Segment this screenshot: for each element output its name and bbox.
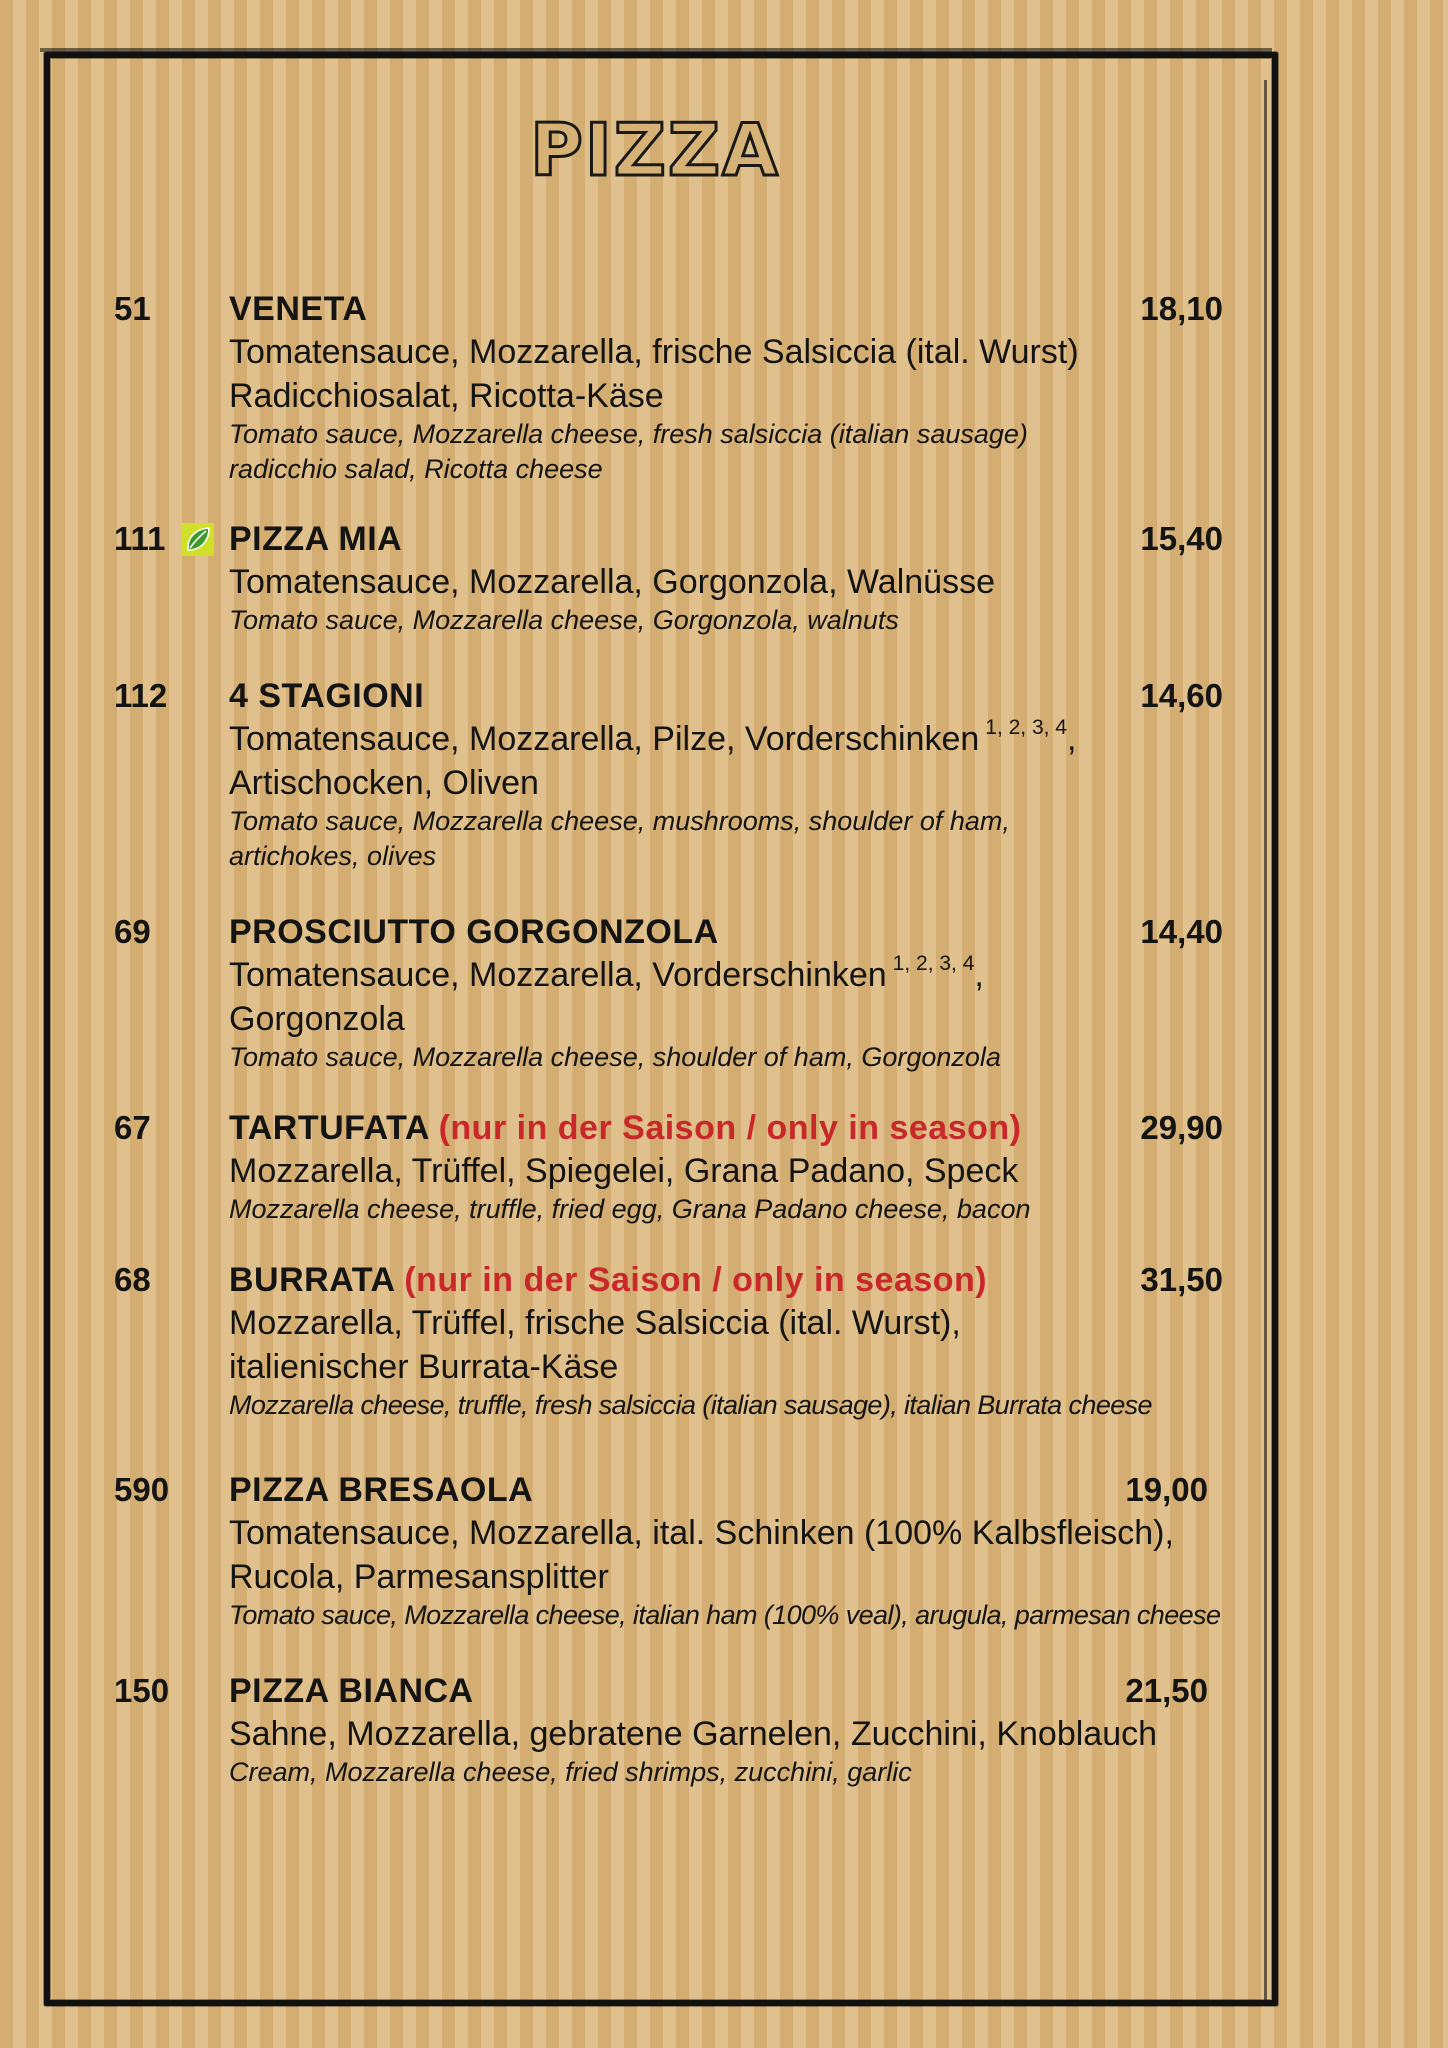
season-note: (nur in der Saison / only in season) — [404, 1261, 988, 1299]
item-description-de: italienischer Burrata-Käse — [229, 1348, 619, 1386]
item-name: VENETA — [229, 290, 368, 328]
item-name: PIZZA MIA — [229, 520, 403, 558]
item-description-en: radicchio salad, Ricotta cheese — [229, 454, 603, 484]
item-description-en: Tomato sauce, Mozzarella cheese, shoulder of ham, Gorgonzola — [229, 1042, 1001, 1072]
item-description-en: Tomato sauce, Mozzarella cheese, mushrooms, shoulder of ham, — [229, 806, 1010, 836]
item-price: 14,40 — [1140, 913, 1223, 950]
item-name: BURRATA (nur in der Saison / only in season) — [229, 1261, 988, 1299]
item-description-de: Tomatensauce, Mozzarella, Gorgonzola, Walnüsse — [229, 563, 995, 601]
item-description-en: Tomato sauce, Mozzarella cheese, Gorgonzola, walnuts — [229, 605, 899, 635]
item-name: PIZZA BRESAOLA — [229, 1471, 534, 1509]
item-number: 68 — [114, 1261, 151, 1298]
item-number: 111 — [114, 520, 166, 557]
item-description-de: Tomatensauce, Mozzarella, frische Salsiccia (ital. Wurst) — [229, 333, 1079, 371]
item-number: 69 — [114, 913, 151, 950]
item-description-de: Sahne, Mozzarella, gebratene Garnelen, Zucchini, Knoblauch — [229, 1715, 1158, 1753]
page-title: PIZZA — [530, 108, 780, 192]
item-description-en: Cream, Mozzarella cheese, fried shrimps, zucchini, garlic — [229, 1757, 912, 1787]
item-description-de: Tomatensauce, Mozzarella, ital. Schinken (100% Kalbsfleisch), — [229, 1514, 1174, 1552]
item-name: TARTUFATA (nur in der Saison / only in season) — [229, 1109, 1022, 1147]
item-description-de: Artischocken, Oliven — [229, 764, 539, 802]
item-name: PROSCIUTTO GORGONZOLA — [229, 913, 719, 951]
item-price: 31,50 — [1140, 1261, 1223, 1298]
item-name: 4 STAGIONI — [229, 677, 425, 715]
item-description-de: Mozzarella, Trüffel, Spiegelei, Grana Padano, Speck — [229, 1152, 1019, 1190]
frame-border-right — [1264, 80, 1267, 2000]
vegetarian-leaf-icon — [181, 523, 214, 556]
allergen-footnote: 1, 2, 3, 4 — [985, 716, 1067, 739]
item-description-de: Radicchiosalat, Ricotta-Käse — [229, 377, 664, 415]
item-price: 15,40 — [1140, 520, 1223, 557]
item-description-de: Tomatensauce, Mozzarella, Vorderschinken $^{1, 2, 3, 4}$, — [229, 952, 984, 994]
item-description-en: Mozzarella cheese, truffle, fried egg, Grana Padano cheese, bacon — [229, 1194, 1031, 1224]
item-number: 590 — [114, 1471, 170, 1508]
item-description-en: artichokes, olives — [229, 841, 437, 871]
item-price: 18,10 — [1140, 290, 1223, 327]
item-description-de: Mozzarella, Trüffel, frische Salsiccia (ital. Wurst), — [229, 1304, 961, 1342]
item-description-de: Rucola, Parmesansplitter — [229, 1558, 609, 1596]
season-note: (nur in der Saison / only in season) — [438, 1109, 1022, 1147]
item-number: 112 — [114, 677, 168, 714]
allergen-footnote: 1, 2, 3, 4 — [892, 952, 975, 975]
item-number: 67 — [114, 1109, 151, 1146]
item-number: 150 — [114, 1672, 170, 1709]
item-number: 51 — [114, 290, 151, 327]
item-description-de: Gorgonzola — [229, 1000, 405, 1038]
item-price: 19,00 — [1125, 1471, 1208, 1508]
item-price: 21,50 — [1125, 1672, 1208, 1709]
item-description-en: Tomato sauce, Mozzarella cheese, italian ham (100% veal), arugula, parmesan cheese — [229, 1600, 1221, 1630]
item-description-de: Tomatensauce, Mozzarella, Pilze, Vorderschinken $^{1, 2, 3, 4}$, — [229, 716, 1077, 758]
item-description-en: Tomato sauce, Mozzarella cheese, fresh salsiccia (italian sausage) — [229, 419, 1028, 449]
item-price: 14,60 — [1140, 677, 1223, 714]
item-description-en: Mozzarella cheese, truffle, fresh salsiccia (italian sausage), italian Burrata cheese — [229, 1390, 1152, 1420]
item-price: 29,90 — [1140, 1109, 1223, 1146]
item-name: PIZZA BIANCA — [229, 1672, 474, 1710]
